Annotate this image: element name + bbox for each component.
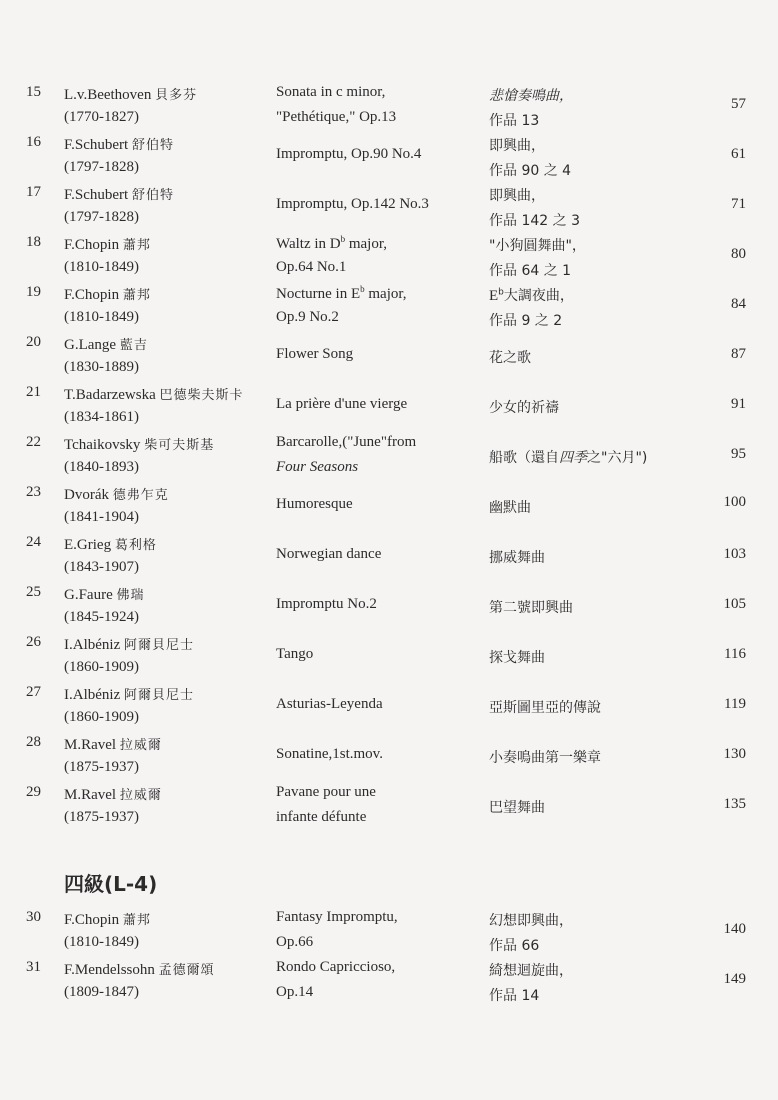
page-number: 57	[731, 96, 746, 112]
composer-name: F.Mendelssohn 孟德爾頌	[64, 962, 215, 978]
entry-number: 15	[26, 84, 41, 100]
table-row	[0, 684, 778, 734]
work-title-zh-line1: 第二號即興曲	[489, 600, 573, 616]
composer-name: F.Schubert 舒伯特	[64, 187, 174, 203]
composer-name: M.Ravel 拉威爾	[64, 787, 162, 803]
work-title-line1: Rondo Capriccioso,	[276, 959, 396, 975]
work-title-line1: Sonata in c minor,	[276, 84, 386, 100]
work-title-zh-line2: 作品 66	[489, 938, 540, 954]
table-row	[0, 909, 778, 959]
entry-number: 27	[26, 684, 41, 700]
work-title-line2: Op.9 No.2	[276, 309, 339, 325]
composer-years: (1875-1937)	[64, 759, 139, 775]
entry-number: 30	[26, 909, 41, 925]
composer-years: (1845-1924)	[64, 609, 139, 625]
work-title-zh-line1: $E^b$大調夜曲，	[489, 287, 574, 304]
work-title-line2: infante défunte	[276, 809, 367, 825]
composer-name: G.Lange 藍吉	[64, 337, 148, 353]
work-title-line1: Impromptu, Op.142 No.3	[276, 196, 429, 212]
work-title-zh-line1: 即興曲，	[489, 188, 545, 204]
work-title-line1: Sonatine,1st.mov.	[276, 746, 383, 762]
composer-years: (1834-1861)	[64, 409, 139, 425]
composer-years: (1810-1849)	[64, 934, 139, 950]
table-row	[0, 134, 778, 184]
work-title-zh-line2: 作品 90 之 4	[489, 163, 572, 179]
work-title-line1: Fantasy Impromptu,	[276, 909, 398, 925]
work-title-line1: Nocturne in $E^b$ major,	[276, 284, 407, 302]
entry-number: 25	[26, 584, 41, 600]
composer-years: (1841-1904)	[64, 509, 139, 525]
table-row	[0, 534, 778, 584]
composer-name: M.Ravel 拉威爾	[64, 737, 162, 753]
work-title-line2: "Pethétique," Op.13	[276, 109, 397, 125]
table-row	[0, 84, 778, 134]
work-title-line2: Op.66	[276, 934, 314, 950]
page-number: 116	[724, 646, 746, 662]
page-number: 87	[731, 346, 746, 362]
entry-number: 18	[26, 234, 41, 250]
composer-years: (1810-1849)	[64, 259, 139, 275]
work-title-zh-line2: 作品 14	[489, 988, 540, 1004]
section-heading: 四級(L-4)	[64, 872, 158, 896]
work-title-line2: Op.14	[276, 984, 314, 1000]
page-number: 84	[731, 296, 746, 312]
work-title-line1: Impromptu, Op.90 No.4	[276, 146, 422, 162]
composer-name: T.Badarzewska 巴德柴夫斯卡	[64, 387, 244, 403]
work-title-line1: La prière d'une vierge	[276, 396, 408, 412]
work-title-zh-line1: 小奏鳴曲第一樂章	[489, 750, 601, 766]
work-title-line1: Tango	[276, 646, 314, 662]
page-number: 140	[723, 921, 746, 937]
work-title-zh-line2: 作品 13	[489, 113, 540, 129]
entry-number: 19	[26, 284, 41, 300]
page-number: 100	[723, 494, 746, 510]
entry-number: 29	[26, 784, 41, 800]
entry-number: 26	[26, 634, 41, 650]
composer-name: E.Grieg 葛利格	[64, 537, 157, 553]
page-number: 105	[723, 596, 746, 612]
work-title-zh-line1: "小狗圓舞曲"，	[489, 238, 586, 254]
page-number: 80	[731, 246, 746, 262]
table-row	[0, 384, 778, 434]
table-row	[0, 334, 778, 384]
entry-number: 28	[26, 734, 41, 750]
entry-number: 24	[26, 534, 41, 550]
page-number: 91	[731, 396, 746, 412]
composer-name: F.Chopin 蕭邦	[64, 912, 151, 928]
table-row	[0, 284, 778, 334]
work-title-zh-line1: 綺想迴旋曲，	[489, 963, 573, 979]
work-title-zh-line1: 幻想即興曲，	[489, 913, 573, 929]
page-number: 119	[724, 696, 746, 712]
composer-years: (1875-1937)	[64, 809, 139, 825]
entry-number: 23	[26, 484, 41, 500]
composer-name: G.Faure 佛瑞	[64, 587, 145, 603]
page-number: 149	[723, 971, 746, 987]
entry-number: 31	[26, 959, 41, 975]
composer-name: I.Albéniz 阿爾貝尼士	[64, 687, 194, 703]
composer-years: (1830-1889)	[64, 359, 139, 375]
table-row	[0, 734, 778, 784]
table-row	[0, 584, 778, 634]
work-title-line1: Waltz in $D^b$ major,	[276, 234, 387, 252]
work-title-line1: Pavane pour une	[276, 784, 376, 800]
work-title-zh-line1: 探戈舞曲	[489, 650, 545, 666]
work-title-zh-line1: 船歌（還自四季之"六月")	[489, 450, 648, 466]
work-title-line1: Humoresque	[276, 496, 353, 512]
work-title-zh-line1: 即興曲，	[489, 138, 545, 154]
work-title-zh-line2: 作品 9 之 2	[489, 313, 563, 329]
work-title-zh-line1: 亞斯圖里亞的傳說	[489, 700, 601, 716]
work-title-zh-line1: 挪威舞曲	[489, 550, 545, 566]
work-title-zh-line1: 花之歌	[489, 350, 531, 366]
page-number: 130	[723, 746, 746, 762]
composer-name: I.Albéniz 阿爾貝尼士	[64, 637, 194, 653]
table-row	[0, 634, 778, 684]
composer-name: F.Schubert 舒伯特	[64, 137, 174, 153]
page-number: 95	[731, 446, 746, 462]
composer-years: (1860-1909)	[64, 659, 139, 675]
composer-years: (1860-1909)	[64, 709, 139, 725]
composer-name: Tchaikovsky 柴可夫斯基	[64, 437, 215, 453]
composer-years: (1797-1828)	[64, 159, 139, 175]
work-title-line2: Four Seasons	[276, 459, 359, 475]
composer-years: (1840-1893)	[64, 459, 139, 475]
entry-number: 16	[26, 134, 41, 150]
composer-years: (1843-1907)	[64, 559, 139, 575]
table-row	[0, 959, 778, 1009]
work-title-zh-line1: 幽默曲	[489, 500, 531, 516]
composer-years: (1770-1827)	[64, 109, 139, 125]
work-title-line2: Op.64 No.1	[276, 259, 347, 275]
composer-name: L.v.Beethoven 貝多芬	[64, 87, 198, 103]
work-title-zh-line1: 悲愴奏鳴曲，	[489, 88, 573, 104]
work-title-line1: Norwegian dance	[276, 546, 382, 562]
entry-number: 21	[26, 384, 41, 400]
page-number: 103	[723, 546, 746, 562]
composer-name: Dvorák 德弗乍克	[64, 487, 169, 503]
table-row	[0, 484, 778, 534]
composer-years: (1809-1847)	[64, 984, 139, 1000]
entry-number: 20	[26, 334, 41, 350]
entry-number: 17	[26, 184, 41, 200]
page-number: 61	[731, 146, 746, 162]
work-title-line1: Impromptu No.2	[276, 596, 377, 612]
work-title-zh-line1: 巴望舞曲	[489, 800, 545, 816]
page-number: 71	[731, 196, 746, 212]
work-title-zh-line2: 作品 64 之 1	[489, 263, 572, 279]
work-title-line1: Asturias-Leyenda	[276, 696, 383, 712]
work-title-zh-line2: 作品 142 之 3	[489, 213, 580, 229]
work-title-zh-line1: 少女的祈禱	[489, 400, 559, 416]
composer-years: (1810-1849)	[64, 309, 139, 325]
table-row	[0, 184, 778, 234]
entry-number: 22	[26, 434, 41, 450]
composer-years: (1797-1828)	[64, 209, 139, 225]
table-row	[0, 234, 778, 284]
table-row	[0, 784, 778, 834]
work-title-line1: Barcarolle,("June"from	[276, 434, 417, 450]
page-number: 135	[723, 796, 746, 812]
table-row	[0, 434, 778, 484]
composer-name: F.Chopin 蕭邦	[64, 287, 151, 303]
work-title-line1: Flower Song	[276, 346, 354, 362]
composer-name: F.Chopin 蕭邦	[64, 237, 151, 253]
